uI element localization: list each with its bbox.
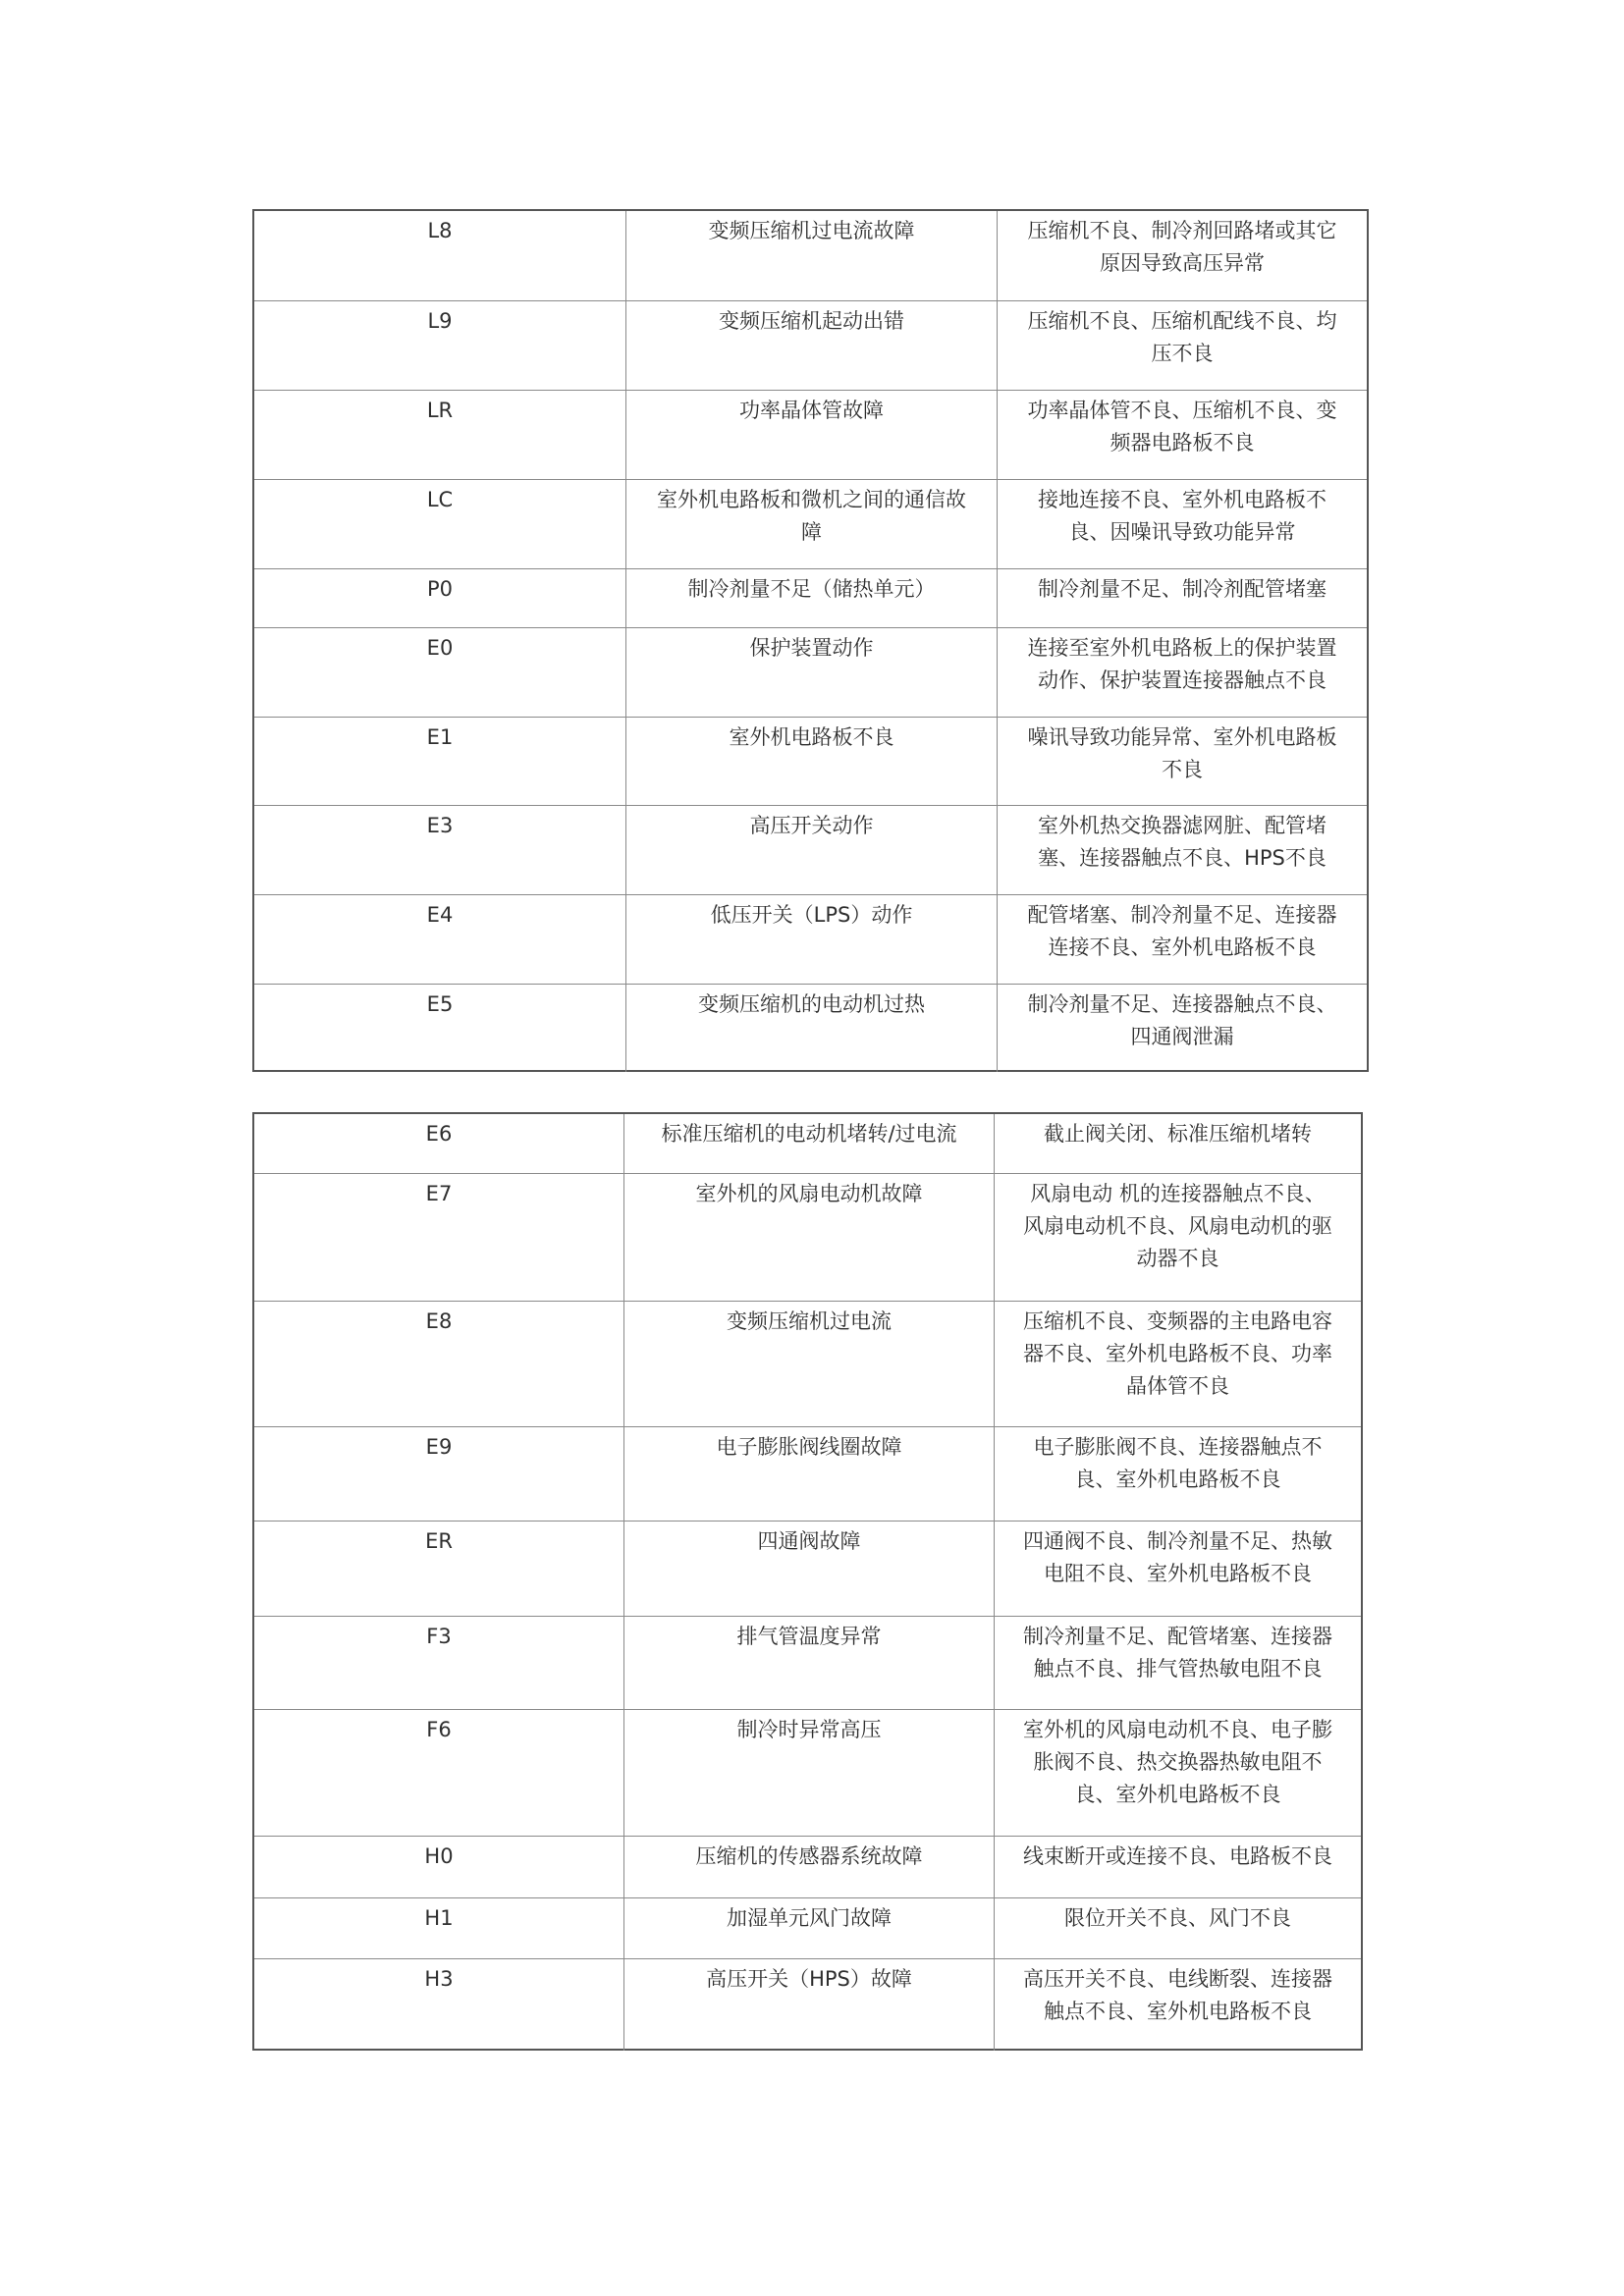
- fault-description-cell: [623, 1114, 994, 1173]
- cell-text: 变频压缩机的电动机过热: [698, 992, 925, 1016]
- possible-cause-cell: [994, 1710, 1361, 1836]
- cell-text: E5: [426, 992, 454, 1016]
- possible-cause-cell: [994, 1302, 1361, 1426]
- cell-text: 室外机的风扇电动机不良、电子膨: [1023, 1718, 1332, 1741]
- cell-text: 噪讯导致功能异常、室外机电路板: [1027, 725, 1337, 749]
- fault-description-cell: [623, 1710, 994, 1836]
- table-row: [254, 1114, 1361, 1173]
- table-row: [254, 479, 1367, 568]
- possible-cause-cell: [997, 480, 1367, 568]
- possible-cause-cell: [997, 211, 1367, 300]
- table-row: [254, 894, 1367, 984]
- fault-description-cell: [625, 301, 997, 390]
- fault-description-cell: [623, 1898, 994, 1958]
- cell-text: E7: [425, 1182, 453, 1205]
- cell-text: 连接至室外机电路板上的保护装置: [1027, 636, 1337, 660]
- error-code-cell: [254, 1174, 623, 1301]
- cell-text: 触点不良、排气管热敏电阻不良: [1033, 1657, 1323, 1681]
- cell-text: 器不良、室外机电路板不良、功率: [1023, 1342, 1332, 1365]
- possible-cause-cell: [997, 628, 1367, 717]
- error-code-cell: [254, 1302, 623, 1426]
- cell-text: 功率晶体管故障: [739, 399, 884, 422]
- cell-text: 变频压缩机起动出错: [719, 309, 904, 333]
- cell-text: 压缩机不良、变频器的主电路电容: [1023, 1309, 1332, 1333]
- fault-description-cell: [625, 480, 997, 568]
- cell-text: E0: [426, 636, 454, 660]
- error-code-cell: [254, 1837, 623, 1897]
- error-code-cell: [254, 1710, 623, 1836]
- cell-text: 高压开关动作: [749, 814, 874, 837]
- cell-text: LR: [426, 399, 454, 422]
- error-code-cell: [254, 1427, 623, 1521]
- cell-text: 室外机电路板和微机之间的通信故: [657, 488, 966, 511]
- error-code-table-1: [252, 209, 1369, 1072]
- cell-text: 风扇电动机不良、风扇电动机的驱: [1023, 1214, 1332, 1238]
- error-code-cell: [254, 895, 625, 984]
- fault-description-cell: [625, 569, 997, 627]
- cell-text: 电子膨胀阀不良、连接器触点不: [1033, 1435, 1323, 1459]
- error-code-cell: [254, 1617, 623, 1709]
- fault-description-cell: [625, 628, 997, 717]
- fault-description-cell: [623, 1522, 994, 1616]
- cell-text: 晶体管不良: [1126, 1374, 1229, 1398]
- cell-text: 触点不良、室外机电路板不良: [1044, 2000, 1312, 2023]
- cell-text: 原因导致高压异常: [1100, 251, 1265, 275]
- cell-text: 压缩机不良、制冷剂回路堵或其它: [1027, 219, 1337, 242]
- table-row: [254, 300, 1367, 390]
- fault-description-cell: [625, 806, 997, 894]
- table-row: [254, 627, 1367, 717]
- error-code-cell: [254, 301, 625, 390]
- table-row: [254, 568, 1367, 627]
- table-row: [254, 805, 1367, 894]
- cell-text: 排气管温度异常: [736, 1625, 882, 1648]
- cell-text: 压缩机的传感器系统故障: [695, 1844, 923, 1868]
- table-row: [254, 1173, 1361, 1301]
- error-code-cell: [254, 1114, 623, 1173]
- error-code-cell: [254, 1959, 623, 2051]
- table-row: [254, 390, 1367, 479]
- cell-text: 不良: [1162, 758, 1203, 781]
- error-code-cell: [254, 718, 625, 805]
- cell-text: 风扇电动 机的连接器触点不良、: [1030, 1182, 1326, 1205]
- cell-text: LC: [426, 488, 454, 511]
- cell-text: 四通阀泄漏: [1130, 1025, 1234, 1048]
- error-code-cell: [254, 211, 625, 300]
- cell-text: 保护装置动作: [749, 636, 874, 660]
- fault-description-cell: [625, 211, 997, 300]
- fault-description-cell: [625, 985, 997, 1072]
- cell-text: H3: [424, 1967, 454, 1991]
- cell-text: 动器不良: [1136, 1247, 1219, 1270]
- table-row: [254, 1616, 1361, 1709]
- cell-text: L9: [427, 309, 453, 333]
- fault-description-cell: [625, 391, 997, 479]
- cell-text: F3: [426, 1625, 452, 1648]
- error-code-cell: [254, 985, 625, 1072]
- possible-cause-cell: [997, 391, 1367, 479]
- possible-cause-cell: [997, 301, 1367, 390]
- fault-description-cell: [623, 1174, 994, 1301]
- error-code-cell: [254, 1522, 623, 1616]
- cell-text: E1: [426, 725, 454, 749]
- error-code-cell: [254, 480, 625, 568]
- cell-text: 高压开关不良、电线断裂、连接器: [1023, 1967, 1332, 1991]
- cell-text: 室外机热交换器滤网脏、配管堵: [1038, 814, 1326, 837]
- error-code-table-2: [252, 1112, 1363, 2051]
- possible-cause-cell: [994, 1617, 1361, 1709]
- cell-text: 标准压缩机的电动机堵转/过电流: [661, 1122, 957, 1146]
- fault-description-cell: [623, 1302, 994, 1426]
- possible-cause-cell: [994, 1427, 1361, 1521]
- cell-text: 连接不良、室外机电路板不良: [1048, 935, 1317, 959]
- cell-text: E6: [425, 1122, 453, 1146]
- cell-text: H0: [424, 1844, 454, 1868]
- fault-description-cell: [625, 718, 997, 805]
- cell-text: 变频压缩机过电流: [727, 1309, 892, 1333]
- cell-text: 电子膨胀阀线圈故障: [716, 1435, 902, 1459]
- table-row: [254, 1897, 1361, 1958]
- cell-text: F6: [426, 1718, 452, 1741]
- cell-text: 四通阀故障: [757, 1529, 861, 1553]
- cell-text: E8: [425, 1309, 453, 1333]
- possible-cause-cell: [994, 1174, 1361, 1301]
- error-code-cell: [254, 628, 625, 717]
- cell-text: 制冷剂量不足、连接器触点不良、: [1027, 992, 1337, 1016]
- error-code-cell: [254, 806, 625, 894]
- error-code-cell: [254, 569, 625, 627]
- cell-text: 胀阀不良、热交换器热敏电阻不: [1033, 1750, 1323, 1774]
- table-row: [254, 1301, 1361, 1426]
- cell-text: E4: [426, 903, 454, 927]
- possible-cause-cell: [997, 569, 1367, 627]
- cell-text: 限位开关不良、风门不良: [1064, 1906, 1291, 1930]
- cell-text: 动作、保护装置连接器触点不良: [1038, 668, 1326, 692]
- possible-cause-cell: [997, 985, 1367, 1072]
- cell-text: 室外机电路板不良: [729, 725, 894, 749]
- table-row: [254, 717, 1367, 805]
- possible-cause-cell: [994, 1837, 1361, 1897]
- cell-text: 良、因噪讯导致功能异常: [1068, 520, 1296, 544]
- cell-text: 制冷时异常高压: [736, 1718, 882, 1741]
- cell-text: 电阻不良、室外机电路板不良: [1044, 1562, 1312, 1585]
- table-row: [254, 1426, 1361, 1521]
- cell-text: 功率晶体管不良、压缩机不良、变: [1027, 399, 1337, 422]
- possible-cause-cell: [994, 1898, 1361, 1958]
- error-code-cell: [254, 391, 625, 479]
- cell-text: 频器电路板不良: [1110, 431, 1255, 454]
- cell-text: ER: [425, 1529, 453, 1553]
- fault-description-cell: [623, 1837, 994, 1897]
- table-row: [254, 211, 1367, 300]
- cell-text: H1: [424, 1906, 454, 1930]
- fault-description-cell: [623, 1617, 994, 1709]
- cell-text: 变频压缩机过电流故障: [708, 219, 915, 242]
- possible-cause-cell: [997, 895, 1367, 984]
- cell-text: 制冷剂量不足（储热单元）: [687, 577, 936, 601]
- cell-text: 低压开关（LPS）动作: [710, 903, 913, 927]
- possible-cause-cell: [997, 806, 1367, 894]
- cell-text: 室外机的风扇电动机故障: [695, 1182, 923, 1205]
- table-row: [254, 984, 1367, 1072]
- cell-text: 四通阀不良、制冷剂量不足、热敏: [1023, 1529, 1332, 1553]
- cell-text: 加湿单元风门故障: [727, 1906, 892, 1930]
- cell-text: 良、室外机电路板不良: [1074, 1468, 1281, 1491]
- cell-text: 配管堵塞、制冷剂量不足、连接器: [1027, 903, 1337, 927]
- fault-description-cell: [623, 1427, 994, 1521]
- table-row: [254, 1836, 1361, 1897]
- possible-cause-cell: [997, 718, 1367, 805]
- cell-text: 截止阀关闭、标准压缩机堵转: [1044, 1122, 1312, 1146]
- cell-text: E3: [426, 814, 454, 837]
- fault-description-cell: [623, 1959, 994, 2051]
- cell-text: 障: [801, 520, 822, 544]
- cell-text: 压缩机不良、压缩机配线不良、均: [1027, 309, 1337, 333]
- cell-text: 高压开关（HPS）故障: [706, 1967, 912, 1991]
- cell-text: 线束断开或连接不良、电路板不良: [1023, 1844, 1332, 1868]
- table-row: [254, 1521, 1361, 1616]
- cell-text: 制冷剂量不足、配管堵塞、连接器: [1023, 1625, 1332, 1648]
- cell-text: 接地连接不良、室外机电路板不: [1038, 488, 1326, 511]
- possible-cause-cell: [994, 1114, 1361, 1173]
- error-code-cell: [254, 1898, 623, 1958]
- cell-text: 塞、连接器触点不良、HPS不良: [1038, 846, 1326, 870]
- possible-cause-cell: [994, 1959, 1361, 2051]
- cell-text: L8: [427, 219, 453, 242]
- table-row: [254, 1958, 1361, 2051]
- possible-cause-cell: [994, 1522, 1361, 1616]
- cell-text: 良、室外机电路板不良: [1074, 1783, 1281, 1806]
- fault-description-cell: [625, 895, 997, 984]
- table-row: [254, 1709, 1361, 1836]
- cell-text: E9: [425, 1435, 453, 1459]
- cell-text: 制冷剂量不足、制冷剂配管堵塞: [1038, 577, 1326, 601]
- cell-text: P0: [426, 577, 454, 601]
- cell-text: 压不良: [1151, 342, 1214, 365]
